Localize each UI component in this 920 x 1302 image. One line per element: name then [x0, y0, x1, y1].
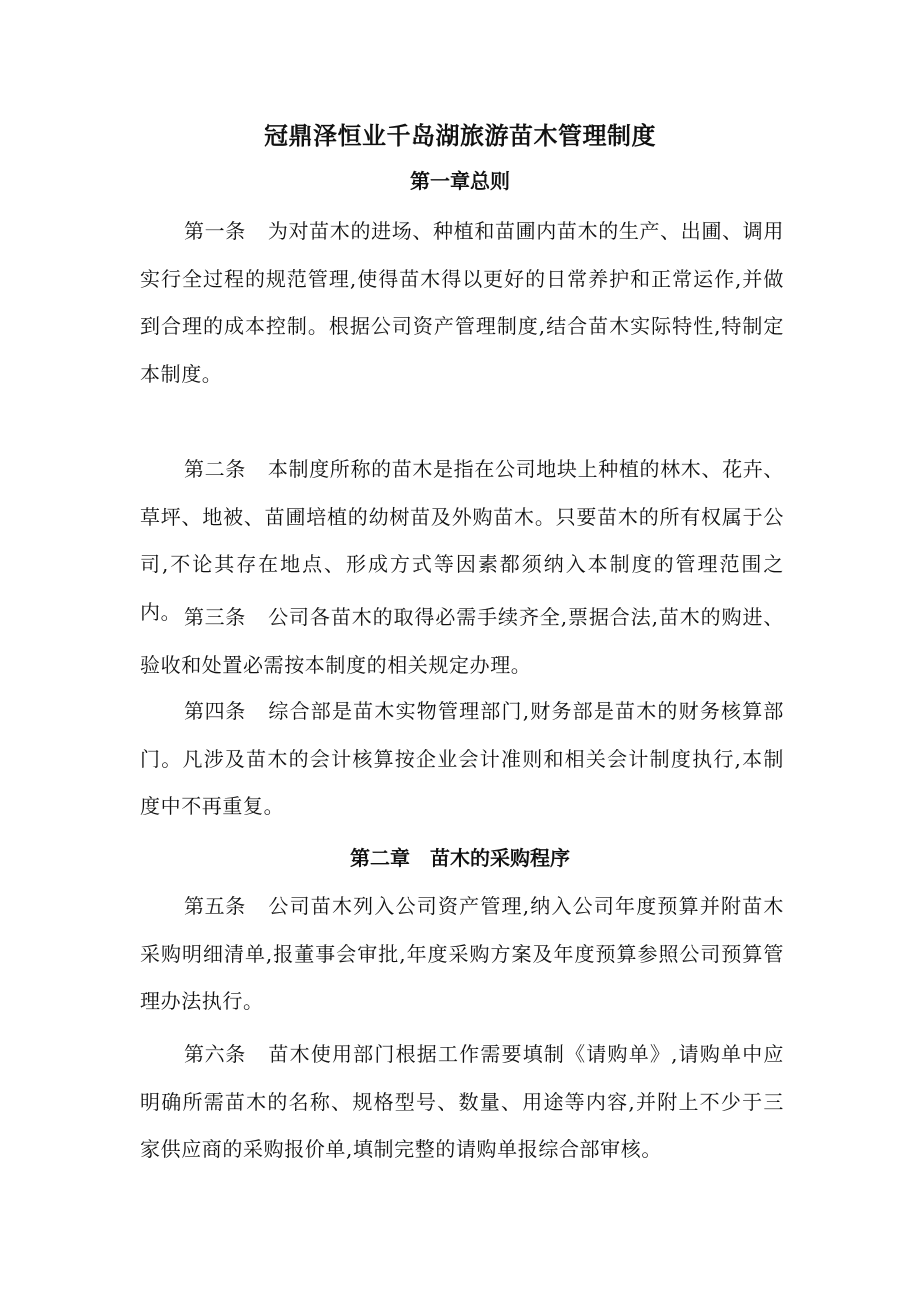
article-4-number: 第四条: [184, 699, 246, 723]
article-2-text: 本制度所称的苗木是指在公司地块上种植的林木、花卉、草坪、地被、苗圃培植的幼树苗及外购苗木。只要苗木的所有权属于公司,不论其存在地点、形成方式等因素都须纳入本制度的管理范围之内。: [140, 457, 784, 624]
document-title: 冠鼎泽恒业千岛湖旅游苗木管理制度: [264, 121, 656, 150]
article-4: [140, 688, 784, 831]
article-1-number: 第一条: [184, 219, 246, 243]
article-4-text: 综合部是苗木实物管理部门,财务部是苗木的财务核算部门。凡涉及苗木的会计核算按企业会计准则和相关会计制度执行,本制度中不再重复。: [140, 699, 784, 818]
article-2-number: 第二条: [184, 457, 246, 481]
article-1: [140, 208, 784, 398]
article-6-number: 第六条: [184, 1042, 246, 1066]
article-3-text: 公司各苗木的取得必需手续齐全,票据合法,苗木的购进、验收和处置必需按本制度的相关规定办理。: [140, 605, 784, 677]
article-5: [140, 883, 784, 1026]
article-6: [140, 1031, 784, 1174]
article-6-text: 苗木使用部门根据工作需要填制《请购单》,请购单中应明确所需苗木的名称、规格型号、数量、用途等内容,并附上不少于三家供应商的采购报价单,填制完整的请购单报综合部审核。: [140, 1042, 784, 1161]
chapter-2-heading: 第二章 苗木的采购程序: [350, 846, 570, 870]
chapter-1-heading: 第一章总则: [410, 169, 510, 193]
article-5-number: 第五条: [184, 894, 246, 918]
article-1-text: 为对苗木的进场、种植和苗圃内苗木的生产、出圃、调用实行全过程的规范管理,使得苗木得以更好的日常养护和正常运作,并做到合理的成本控制。根据公司资产管理制度,结合苗木实际特性,特制定本制度。: [140, 219, 784, 386]
article-3: [140, 594, 784, 689]
article-3-number: 第三条: [184, 605, 246, 629]
article-5-text: 公司苗木列入公司资产管理,纳入公司年度预算并附苗木采购明细清单,报董事会审批,年度采购方案及年度预算参照公司预算管理办法执行。: [140, 894, 784, 1013]
